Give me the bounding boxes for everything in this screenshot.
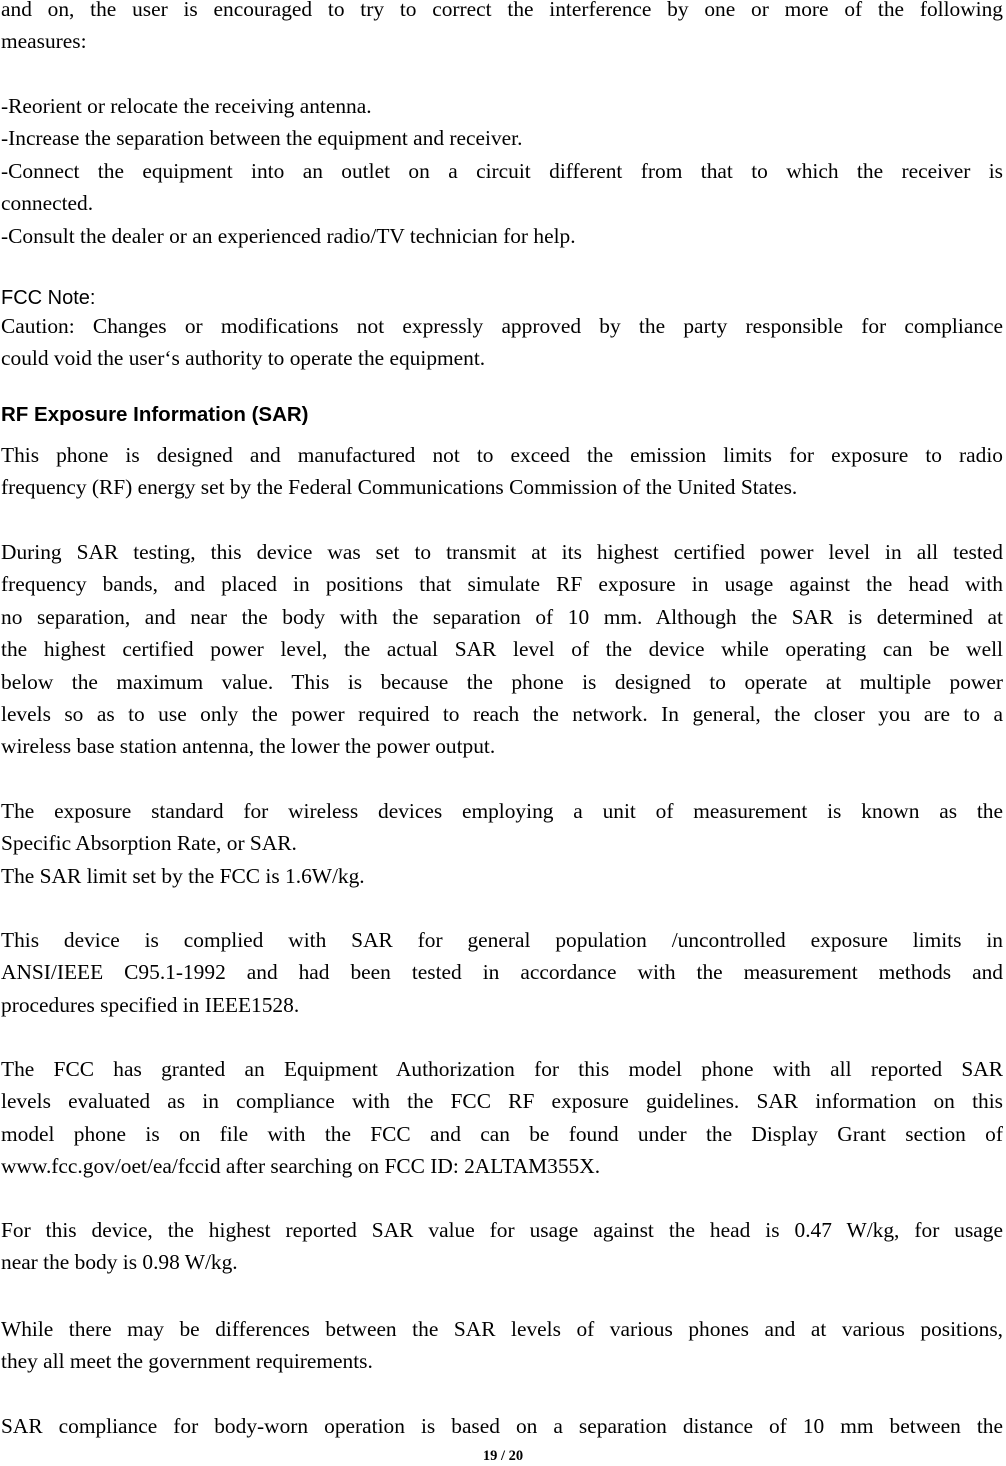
paragraph-interference-intro: [1, 0, 1003, 58]
text-line: levels evaluated as in compliance with the FCC RF exposure guidelines. SAR information on this: [1, 1089, 1003, 1114]
page-number: 19 / 20: [482, 1448, 524, 1464]
text-line: frequency (RF) energy set by the Federal Communications Commission of the United States.: [1, 475, 798, 500]
paragraph-exposure-standard: [1, 795, 1003, 892]
list-item-continuation: connected.: [1, 191, 94, 216]
paragraph-caution: [1, 310, 1003, 375]
rf-exposure-heading: RF Exposure Information (SAR): [1, 403, 309, 426]
measures-list: [1, 90, 1003, 252]
text-line: SAR compliance for body-worn operation is based on a separation distance of 10 mm between the: [1, 1414, 1003, 1438]
list-item: -Connect the equipment into an outlet on a circuit different from that to which the receiver is: [1, 158, 1003, 183]
paragraph-phone-design: [1, 439, 1003, 504]
text-line: could void the user‘s authority to operate the equipment.: [1, 346, 486, 371]
text-line: procedures specified in IEEE1528.: [1, 992, 300, 1017]
list-item: -Reorient or relocate the receiving antenna.: [1, 94, 372, 118]
text-line: frequency bands, and placed in positions that simulate RF exposure in usage against the head with: [1, 572, 1003, 597]
text-line: near the body is 0.98 W/kg.: [1, 1250, 238, 1275]
paragraph-highest-sar: [1, 1214, 1003, 1279]
paragraph-sar-testing: [1, 536, 1003, 763]
text-line: While there may be differences between the SAR levels of various phones and at various positions,: [1, 1317, 1003, 1341]
text-line: The SAR limit set by the FCC is 1.6W/kg.: [1, 863, 365, 888]
paragraph-body-worn: [1, 1410, 1003, 1442]
text-line: no separation, and near the body with the separation of 10 mm. Although the SAR is determined at: [1, 604, 1003, 629]
text-line: Specific Absorption Rate, or SAR.: [1, 831, 297, 856]
list-item: -Consult the dealer or an experienced radio/TV technician for help.: [1, 223, 576, 248]
text-line: The FCC has granted an Equipment Authorization for this model phone with all reported SAR: [1, 1057, 1003, 1081]
text-line: measures:: [1, 29, 87, 54]
text-line: Caution: Changes or modifications not expressly approved by the party responsible for compliance: [1, 314, 1003, 338]
text-line: and on, the user is encouraged to try to correct the interference by one or more of the following: [1, 0, 1003, 21]
text-line: wireless base station antenna, the lower the power output.: [1, 734, 496, 759]
text-line: they all meet the government requirements.: [1, 1349, 373, 1374]
paragraph-differences: [1, 1313, 1003, 1378]
text-line: The exposure standard for wireless devices employing a unit of measurement is known as the: [1, 799, 1003, 823]
text-line: the highest certified power level, the actual SAR level of the device while operating can be well: [1, 637, 1003, 662]
text-line: During SAR testing, this device was set to transmit at its highest certified power level in all tested: [1, 540, 1003, 564]
text-line: ANSI/IEEE C95.1-1992 and had been tested in accordance with the measurement methods and: [1, 960, 1003, 985]
text-line: www.fcc.gov/oet/ea/fccid after searching on FCC ID: 2ALTAM355X.: [1, 1154, 601, 1179]
text-line: model phone is on file with the FCC and can be found under the Display Grant section of: [1, 1121, 1003, 1146]
text-line: For this device, the highest reported SAR value for usage against the head is 0.47 W/kg, for usage: [1, 1218, 1003, 1242]
text-line: below the maximum value. This is because the phone is designed to operate at multiple power: [1, 669, 1003, 694]
text-line: This device is complied with SAR for general population /uncontrolled exposure limits in: [1, 928, 1003, 952]
fcc-note-label: FCC Note:: [1, 287, 96, 309]
paragraph-equipment-authorization: [1, 1053, 1003, 1183]
paragraph-compliance: [1, 924, 1003, 1021]
text-line: This phone is designed and manufactured not to exceed the emission limits for exposure to radio: [1, 443, 1003, 467]
text-line: levels so as to use only the power required to reach the network. In general, the closer you are to a: [1, 701, 1003, 726]
list-item: -Increase the separation between the equipment and receiver.: [1, 126, 523, 151]
